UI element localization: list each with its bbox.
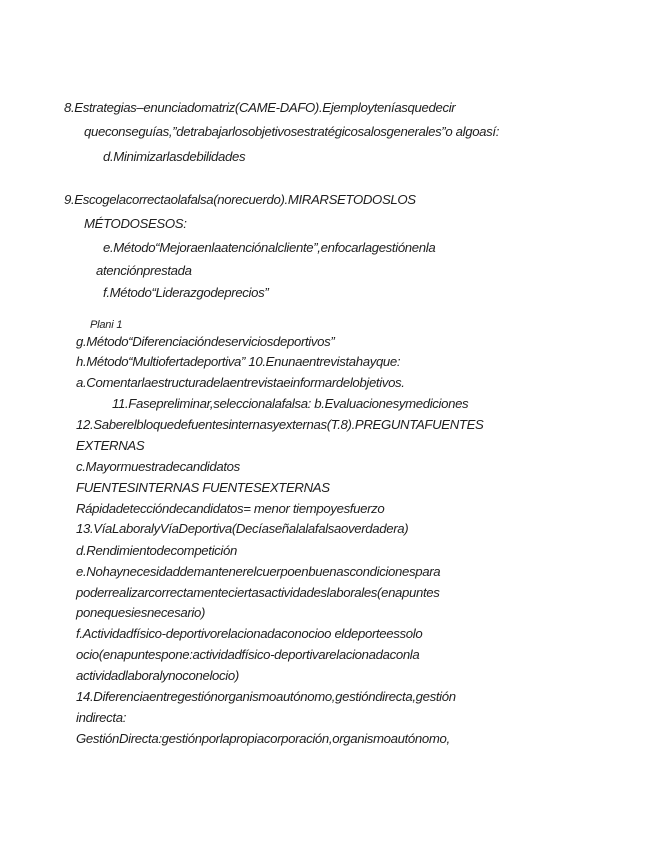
text-line: 13.VíaLaboralyVíaDeportiva(Decíaseñalalafalsaoverdadera) bbox=[76, 521, 409, 536]
text-line: 14.Diferenciaentregestiónorganismoautónomo,gestióndirecta,gestión bbox=[76, 689, 456, 704]
text-line: queconseguías,”detrabajarlosobjetivosestratégicosalosgenerales”o algoasí: bbox=[84, 124, 500, 139]
text-line: e.Nohaynecesidaddemantenerelcuerpoenbuenascondicionespara bbox=[76, 564, 441, 579]
text-line: EXTERNAS bbox=[76, 438, 145, 453]
text-line: d.Minimizarlasdebilidades bbox=[103, 149, 246, 164]
text-line: poderrealizarcorrectamenteciertasactividadeslaborales(enapuntes bbox=[76, 585, 440, 600]
text-line: GestiónDirecta:gestiónporlapropiacorporación,organismoautónomo, bbox=[76, 731, 450, 746]
text-line: Plani 1 bbox=[90, 319, 123, 331]
text-line: 11.Fasepreliminar,seleccionalafalsa: b.Evaluacionesymediciones bbox=[112, 396, 469, 411]
text-line: FUENTESINTERNAS FUENTESEXTERNAS bbox=[76, 480, 330, 495]
text-line: a.Comentarlaestructuradelaentrevistaeinformardelobjetivos. bbox=[76, 375, 405, 390]
text-line: 9.Escogelacorrectaolafalsa(norecuerdo).MIRARSETODOSLOS bbox=[64, 192, 416, 207]
text-line: g.Método“Diferenciacióndeserviciosdeportivos” bbox=[76, 334, 335, 349]
text-line: actividadlaboralynoconelocio) bbox=[76, 668, 239, 683]
text-line: h.Método“Multiofertadeportiva” 10.Enunaentrevistahayque: bbox=[76, 354, 401, 369]
text-line: f.Método“Liderazgodeprecios” bbox=[103, 285, 269, 300]
text-line: atenciónprestada bbox=[96, 263, 192, 278]
text-line: f.Actividadfísico-deportivorelacionadaconocioo eldeporteessolo bbox=[76, 626, 423, 641]
text-line: e.Método“Mejoraenlaatenciónalcliente”,enfocarlagestiónenla bbox=[103, 240, 436, 255]
text-line: d.Rendimientodecompetición bbox=[76, 543, 237, 558]
text-line: Rápidadeteccióndecandidatos= menor tiempoyesfuerzo bbox=[76, 501, 385, 516]
text-line: 8.Estrategias–enunciadomatriz(CAME-DAFO).Ejemployteníasquedecir bbox=[64, 100, 456, 115]
text-line: ponequesiesnecesario) bbox=[76, 605, 206, 620]
text-line: MÉTODOSESOS: bbox=[84, 216, 187, 231]
text-line: ocio(enapuntespone:actividadfísico-deportivarelacionadaconla bbox=[76, 647, 420, 662]
text-line: c.Mayormuestradecandidatos bbox=[76, 459, 240, 474]
text-line: indirecta: bbox=[76, 710, 127, 725]
text-line: 12.Saberelbloquedefuentesinternasyexternas(T.8).PREGUNTAFUENTES bbox=[76, 417, 484, 432]
